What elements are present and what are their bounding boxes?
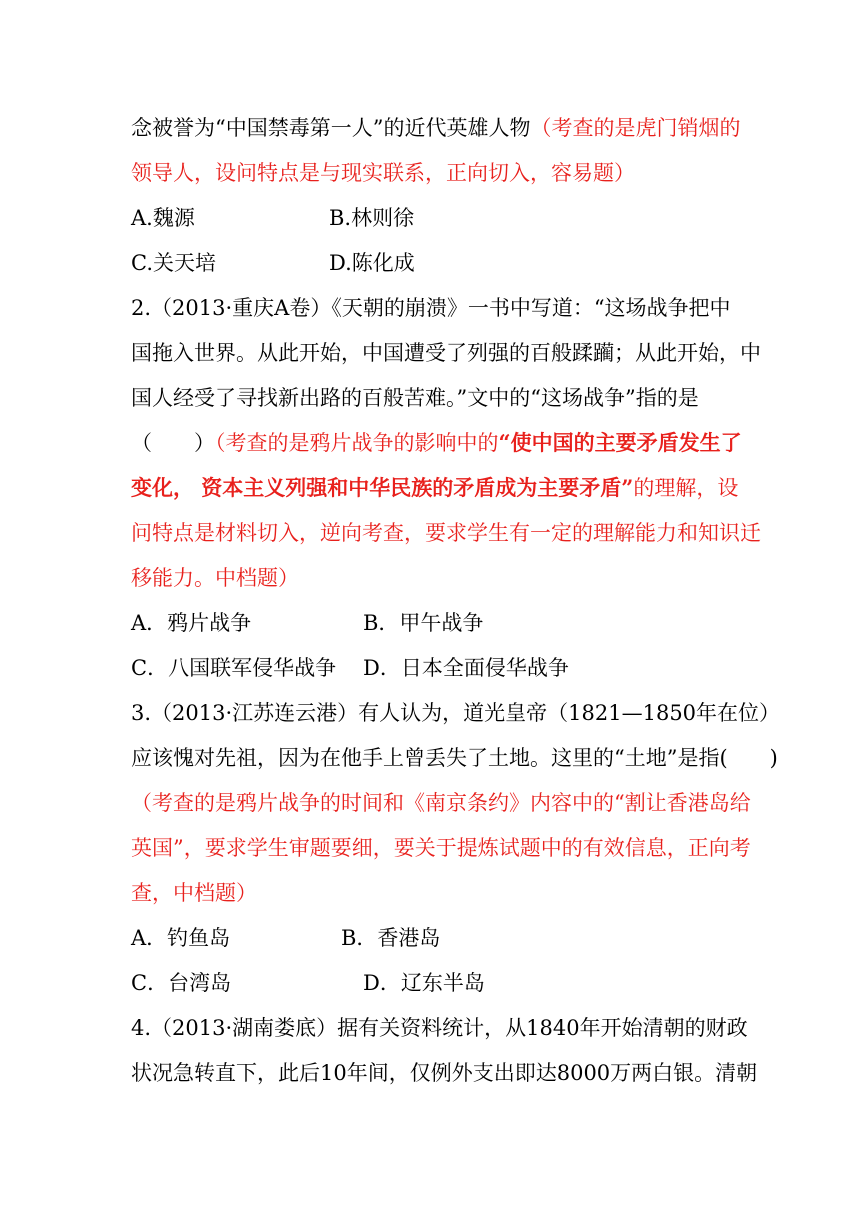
- q1-option-b: B.林则徐: [329, 206, 415, 230]
- q3-options-row-1: [131, 923, 735, 953]
- q1-line-1: 念被誉为“中国禁毒第一人”的近代英雄人物（考查的是虎门销烟的: [131, 116, 741, 140]
- q1-annotation: 领导人，设问特点是与现实联系，正向切入，容易题）: [131, 161, 635, 185]
- q4-line-2: 状况急转直下，此后10年间，仅例外支出即达8000万两白银。清朝: [131, 1061, 758, 1085]
- q3-line-3: （考查的是鸦片战争的时间和《南京条约》内容中的“割让香港岛给: [131, 791, 751, 815]
- q2-option-a: A．鸦片战争: [131, 611, 252, 635]
- q3-line-4: 英国”，要求学生审题要细，要关于提炼试题中的有效信息，正向考: [131, 836, 751, 860]
- q3-option-a: A．钓鱼岛: [131, 926, 231, 950]
- q2-options-row-2: [131, 653, 735, 683]
- q1-option-c: C.关天培: [131, 251, 216, 275]
- q1-options-row-1: [131, 203, 735, 233]
- q2-option-d: D．日本全面侵华战争: [363, 656, 569, 680]
- q3-options-row-2: [131, 968, 735, 998]
- q4-line-1: 4.（2013·湖南娄底）据有关资料统计，从1840年开始清朝的财政: [131, 1016, 748, 1040]
- q2-options-row-1: [131, 608, 735, 638]
- q3-line-2: 应该愧对先祖，因为在他手上曾丢失了土地。这里的“土地”是指( ): [131, 746, 778, 770]
- q2-line-7: 移能力。中档题）: [131, 566, 299, 590]
- q2-line-1: 2.（2013·重庆A卷）《天朝的崩溃》一书中写道：“这场战争把中: [131, 296, 731, 320]
- q3-line-5: 查，中档题）: [131, 881, 257, 905]
- q3-option-b: B．香港岛: [341, 926, 441, 950]
- q1-option-a: A.魏源: [131, 206, 195, 230]
- q2-line-3: 国人经受了寻找新出路的百般苦难。”文中的“这场战争”指的是: [131, 386, 699, 410]
- q2-line-6: 问特点是材料切入，逆向考查，要求学生有一定的理解能力和知识迁: [131, 521, 761, 545]
- q1-options-row-2: [131, 248, 735, 278]
- q1-option-d: D.陈化成: [329, 251, 415, 275]
- q2-line-4: （ ）（考查的是鸦片战争的影响中的“使中国的主要矛盾发生了: [131, 430, 742, 455]
- answer-blank: （ ）: [131, 431, 215, 455]
- q2-option-c: C．八国联军侵华战争: [131, 656, 337, 680]
- q2-line-5: 变化， 资本主义列强和中华民族的矛盾成为主要矛盾”的理解，设: [131, 475, 739, 500]
- q2-line-2: 国拖入世界。从此开始，中国遭受了列强的百般蹂躏；从此开始，中: [131, 341, 761, 365]
- q3-option-c: C．台湾岛: [131, 971, 232, 995]
- q3-option-d: D．辽东半岛: [363, 971, 485, 995]
- q3-line-1: 3.（2013·江苏连云港）有人认为，道光皇帝（1821—1850年在位）: [131, 701, 781, 725]
- q2-option-b: B．甲午战争: [363, 611, 484, 635]
